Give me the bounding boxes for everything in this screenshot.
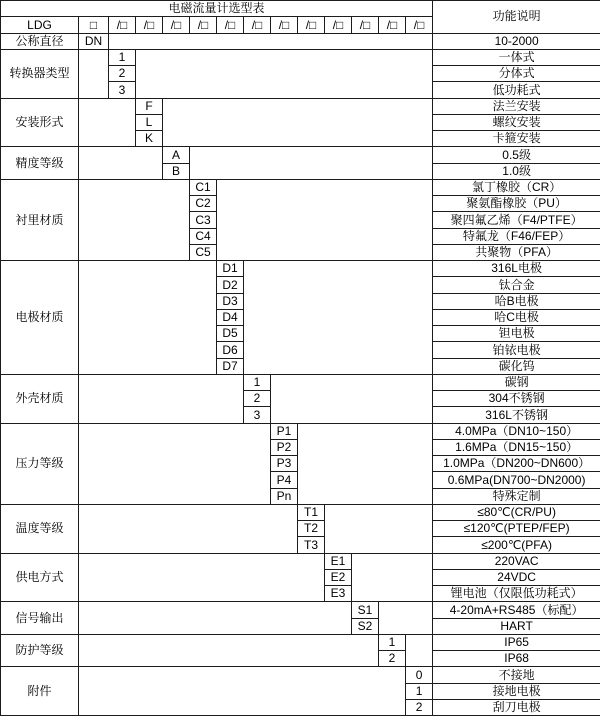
filler-cell xyxy=(352,553,433,602)
code-cell: 2 xyxy=(406,699,433,715)
category-label: 安装形式 xyxy=(1,98,79,147)
filler-cell xyxy=(79,602,352,635)
selection-table-body xyxy=(1,1,600,716)
code-cell: P2 xyxy=(271,439,298,455)
code-cell: T1 xyxy=(298,504,325,520)
category-label: 电极材质 xyxy=(1,261,79,375)
filler-cell xyxy=(406,634,433,667)
code-cell: D3 xyxy=(217,293,244,309)
filler-cell xyxy=(79,504,298,553)
category-label: 防护等级 xyxy=(1,634,79,667)
function-cell: 铂铱电极 xyxy=(433,342,600,358)
function-cell: 220VAC xyxy=(433,553,600,569)
function-cell: 低功耗式 xyxy=(433,82,600,98)
code-cell: E1 xyxy=(325,553,352,569)
code-cell: E2 xyxy=(325,569,352,585)
filler-cell xyxy=(79,261,217,375)
filler-cell xyxy=(79,634,379,667)
filler-cell xyxy=(79,667,406,716)
function-cell: 钛合金 xyxy=(433,277,600,293)
code-cell: T3 xyxy=(298,537,325,553)
function-cell: 特殊定制 xyxy=(433,488,600,504)
code-cell: 0 xyxy=(406,667,433,683)
filler-cell xyxy=(163,98,433,147)
model-slot-box: /□ xyxy=(190,17,217,33)
function-cell: 氯丁橡胶（CR） xyxy=(433,179,600,195)
function-cell: 共聚物（PFA） xyxy=(433,244,600,260)
filler-cell xyxy=(79,553,325,602)
function-cell: 刮刀电极 xyxy=(433,699,600,715)
function-cell: 24VDC xyxy=(433,569,600,585)
function-cell: 不接地 xyxy=(433,667,600,683)
function-cell: ≤200℃(PFA) xyxy=(433,537,600,553)
function-cell: 316L不锈钢 xyxy=(433,407,600,423)
code-cell: F xyxy=(136,98,163,114)
category-label: 供电方式 xyxy=(1,553,79,602)
filler-cell xyxy=(325,504,433,553)
model-slot-box: /□ xyxy=(352,17,379,33)
filler-cell xyxy=(79,374,244,423)
code-cell: C1 xyxy=(190,179,217,195)
code-cell: 2 xyxy=(244,391,271,407)
code-cell: A xyxy=(163,147,190,163)
model-prefix: LDG xyxy=(1,17,79,33)
category-label: 公称直径 xyxy=(1,33,79,49)
function-cell: 1.6MPa（DN15~150） xyxy=(433,439,600,455)
function-cell: ≤80℃(CR/PU) xyxy=(433,504,600,520)
model-slot-box: /□ xyxy=(406,17,433,33)
code-cell: Pn xyxy=(271,488,298,504)
function-cell: 4.0MPa（DN10~150） xyxy=(433,423,600,439)
function-cell: HART xyxy=(433,618,600,634)
filler-cell xyxy=(79,423,271,504)
code-cell: D2 xyxy=(217,277,244,293)
code-cell: 1 xyxy=(379,634,406,650)
code-cell: 1 xyxy=(109,49,136,65)
function-cell: 聚四氟乙烯（F4/PTFE） xyxy=(433,212,600,228)
function-cell: 锂电池（仅限低功耗式） xyxy=(433,586,600,602)
model-slot-box: /□ xyxy=(217,17,244,33)
model-slot-box: /□ xyxy=(271,17,298,33)
code-cell: 3 xyxy=(109,82,136,98)
filler-cell xyxy=(79,49,109,98)
filler-cell xyxy=(136,49,433,98)
function-cell: 4-20mA+RS485（标配） xyxy=(433,602,600,618)
function-cell: IP65 xyxy=(433,634,600,650)
code-cell: S1 xyxy=(352,602,379,618)
function-column-header: 功能说明 xyxy=(433,1,600,34)
code-cell: 1 xyxy=(244,374,271,390)
filler-cell xyxy=(244,261,433,375)
code-cell: B xyxy=(163,163,190,179)
function-cell: 304不锈钢 xyxy=(433,391,600,407)
function-cell: 哈C电极 xyxy=(433,309,600,325)
model-slot-box: /□ xyxy=(298,17,325,33)
filler-cell xyxy=(217,179,433,260)
code-cell: K xyxy=(136,131,163,147)
function-cell: 碳化钨 xyxy=(433,358,600,374)
filler-cell xyxy=(271,374,433,423)
model-slot-box: /□ xyxy=(325,17,352,33)
model-slot-box: /□ xyxy=(163,17,190,33)
function-cell: 1.0级 xyxy=(433,163,600,179)
code-cell: C4 xyxy=(190,228,217,244)
filler-cell xyxy=(79,147,163,180)
code-cell: 2 xyxy=(109,66,136,82)
code-cell: C5 xyxy=(190,244,217,260)
category-label: 温度等级 xyxy=(1,504,79,553)
code-cell: 2 xyxy=(379,651,406,667)
function-cell: 卡箍安装 xyxy=(433,131,600,147)
filler-cell xyxy=(79,179,190,260)
model-slot-box: /□ xyxy=(136,17,163,33)
code-cell: D1 xyxy=(217,261,244,277)
filler-cell xyxy=(298,423,433,504)
model-slot-box: /□ xyxy=(109,17,136,33)
code-cell: 3 xyxy=(244,407,271,423)
category-label: 附件 xyxy=(1,667,79,716)
model-slot-box: /□ xyxy=(379,17,406,33)
category-label: 外壳材质 xyxy=(1,374,79,423)
function-cell: 接地电极 xyxy=(433,683,600,699)
table-title: 电磁流量计选型表 xyxy=(1,1,433,17)
function-cell: IP68 xyxy=(433,651,600,667)
code-cell: S2 xyxy=(352,618,379,634)
filler-cell xyxy=(379,602,433,635)
function-cell: 1.0MPa（DN200~DN600） xyxy=(433,456,600,472)
model-slot-box: /□ xyxy=(244,17,271,33)
code-cell: C3 xyxy=(190,212,217,228)
function-cell: 聚氨酯橡胶（PU） xyxy=(433,196,600,212)
code-cell: P3 xyxy=(271,456,298,472)
category-label: 衬里材质 xyxy=(1,179,79,260)
function-cell: 10-2000 xyxy=(433,33,600,49)
code-cell: D5 xyxy=(217,326,244,342)
code-cell: P4 xyxy=(271,472,298,488)
function-cell: 钽电极 xyxy=(433,326,600,342)
category-label: 转换器类型 xyxy=(1,49,79,98)
code-cell: E3 xyxy=(325,586,352,602)
function-cell: 碳钢 xyxy=(433,374,600,390)
function-cell: 法兰安装 xyxy=(433,98,600,114)
function-cell: 0.6MPa(DN700~DN2000) xyxy=(433,472,600,488)
filler-cell xyxy=(109,33,433,49)
function-cell: 一体式 xyxy=(433,49,600,65)
category-label: 压力等级 xyxy=(1,423,79,504)
function-cell: 分体式 xyxy=(433,66,600,82)
code-cell: P1 xyxy=(271,423,298,439)
code-cell: T2 xyxy=(298,521,325,537)
code-cell: D6 xyxy=(217,342,244,358)
code-cell: DN xyxy=(79,33,109,49)
category-label: 信号输出 xyxy=(1,602,79,635)
function-cell: 螺纹安装 xyxy=(433,114,600,130)
code-cell: D7 xyxy=(217,358,244,374)
code-cell: 1 xyxy=(406,683,433,699)
filler-cell xyxy=(79,98,136,147)
function-cell: 0.5级 xyxy=(433,147,600,163)
function-cell: 316L电极 xyxy=(433,261,600,277)
code-cell: C2 xyxy=(190,196,217,212)
function-cell: ≤120℃(PTEP/FEP) xyxy=(433,521,600,537)
code-cell: D4 xyxy=(217,309,244,325)
code-cell: L xyxy=(136,114,163,130)
function-cell: 特氟龙（F46/FEP） xyxy=(433,228,600,244)
function-cell: 哈B电极 xyxy=(433,293,600,309)
category-label: 精度等级 xyxy=(1,147,79,180)
filler-cell xyxy=(190,147,433,180)
model-first-box: □ xyxy=(79,17,109,33)
